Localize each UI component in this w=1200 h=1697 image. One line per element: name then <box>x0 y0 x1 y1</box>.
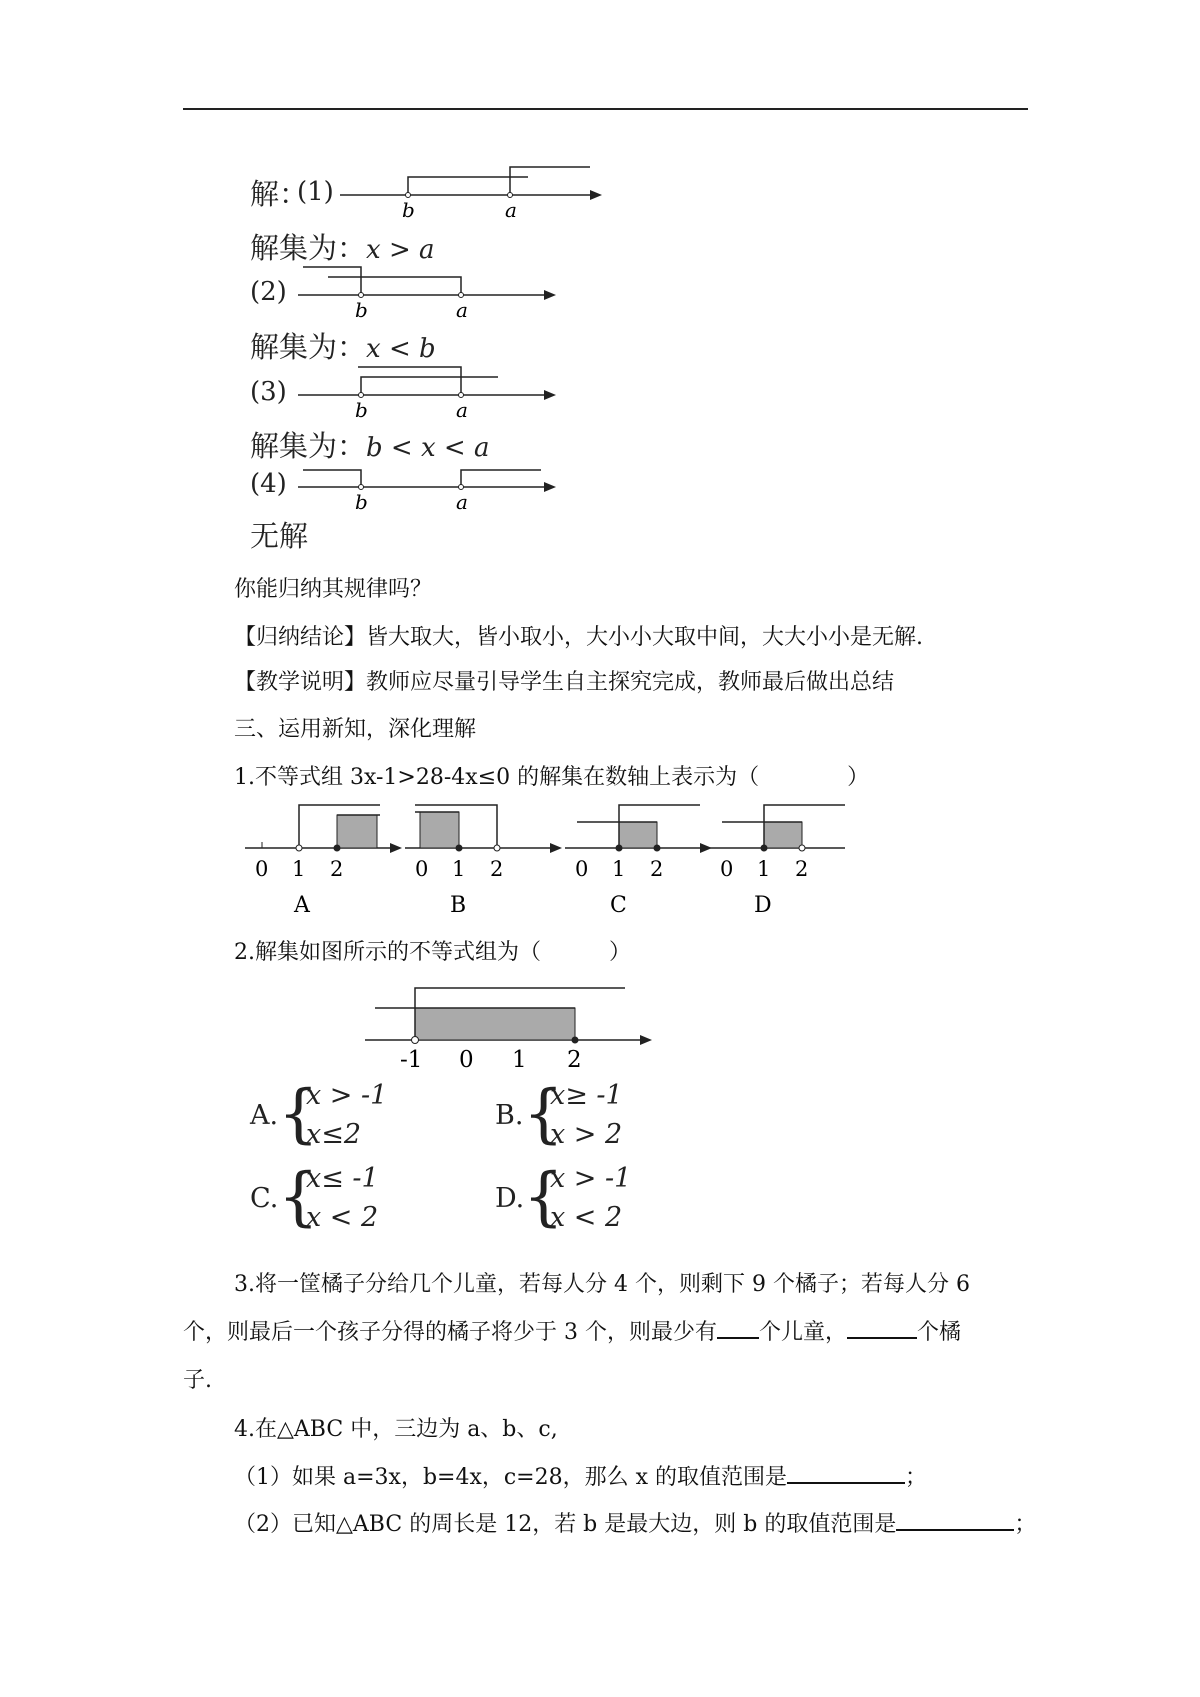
q2-number-line <box>360 980 670 1070</box>
svg-text:1: 1 <box>452 857 466 881</box>
tick-b: b <box>355 298 368 322</box>
q3-line-2b: 个儿童， <box>759 1320 848 1345</box>
brace-icon: { <box>523 1077 564 1151</box>
svg-text:0: 0 <box>459 1047 474 1070</box>
svg-text:0: 0 <box>575 857 589 881</box>
q4-part-1-text: （1）如果 a=3x，b=4x，c=28，那么 x 的取值范围是 <box>234 1465 788 1490</box>
q1-option-a-label: A <box>294 893 310 918</box>
q2-option-b-letter: B. <box>495 1100 524 1131</box>
q3-oranges-blank[interactable] <box>847 1315 917 1339</box>
q4-part-2-end: ； <box>1014 1512 1037 1537</box>
header-rule <box>183 108 1028 110</box>
brace-icon: { <box>523 1160 564 1234</box>
svg-text:2: 2 <box>795 857 809 881</box>
q1-option-d-figure <box>710 805 845 918</box>
q4-part-2-text: （2）已知△ABC 的周长是 12，若 b 是最大边，则 b 的取值范围是 <box>234 1512 897 1537</box>
q4-part-1-end: ； <box>905 1465 928 1490</box>
q1-option-a-figure <box>245 805 402 918</box>
tick-a: a <box>505 198 517 222</box>
tick-b: b <box>355 490 368 514</box>
q3-line-2c: 个橘 <box>917 1320 962 1345</box>
q2-option-d-bottom: x < 2 <box>550 1202 623 1233</box>
q1-stem: 1.不等式组 3x-1>28-4x≤0 的解集在数轴上表示为（ <box>234 765 760 790</box>
result-label: 解集为： <box>250 429 367 463</box>
q4-part-2-blank[interactable] <box>896 1507 1014 1531</box>
q4-part-1-blank[interactable] <box>787 1460 905 1484</box>
number-line-4 <box>298 452 568 517</box>
q1-option-figures <box>245 800 845 920</box>
q2-stem: 2.解集如图所示的不等式组为（ <box>234 940 541 965</box>
q2-close: ） <box>609 940 632 965</box>
q2-option-d-letter: D. <box>495 1183 525 1214</box>
q1-option-c-label: C <box>610 893 627 918</box>
result-value: x > a <box>366 235 435 265</box>
svg-text:0: 0 <box>255 857 269 881</box>
result-value: x < b <box>366 334 436 364</box>
q2-option-c-bottom: x < 2 <box>306 1202 379 1233</box>
item-3-num: (3) <box>250 377 287 407</box>
q1-close: ） <box>847 765 870 790</box>
svg-text:2: 2 <box>490 857 504 881</box>
q4-intro: 4.在△ABC 中，三边为 a、b、c, <box>234 1417 558 1442</box>
q1-option-d-label: D <box>754 893 772 918</box>
q2-option-c-top: x≤ -1 <box>306 1163 379 1194</box>
number-line-2 <box>298 260 568 325</box>
item-1-num: (1) <box>297 177 334 207</box>
q3-children-blank[interactable] <box>717 1315 759 1339</box>
svg-text:-1: -1 <box>400 1047 423 1070</box>
item-4-num: (4) <box>250 469 287 499</box>
tick-b: b <box>355 398 368 422</box>
q2-option-a-bottom: x≤2 <box>306 1119 362 1150</box>
tick-b: b <box>402 198 415 222</box>
tick-a: a <box>456 298 468 322</box>
q3-line-2a: 个，则最后一个孩子分得的橘子将少于 3 个，则最少有 <box>183 1320 717 1345</box>
q3-line-3: 子. <box>183 1368 212 1393</box>
svg-text:2: 2 <box>330 857 344 881</box>
prompt-rule: 你能归纳其规律吗？ <box>234 577 433 602</box>
q3-line-1: 3.将一筐橘子分给几个儿童，若每人分 4 个，则剩下 9 个橘子；若每人分 6 <box>234 1272 970 1297</box>
q3-line-2 <box>183 1315 961 1346</box>
solution-lead: 解： <box>250 177 309 211</box>
section-title: 三、运用新知，深化理解 <box>234 717 477 742</box>
svg-text:0: 0 <box>415 857 429 881</box>
svg-text:2: 2 <box>650 857 664 881</box>
result-4: 无解 <box>250 519 309 553</box>
conclusion: 【归纳结论】皆大取大，皆小取小，大小小大取中间，大大小小是无解. <box>234 625 923 650</box>
q2-option-d-top: x > -1 <box>550 1163 632 1194</box>
svg-text:2: 2 <box>567 1047 582 1070</box>
q1-option-c-figure <box>565 805 712 918</box>
q2-option-a-top: x > -1 <box>306 1080 388 1111</box>
q2-option-b-bottom: x > 2 <box>550 1119 623 1150</box>
item-2-num: (2) <box>250 277 287 307</box>
brace-icon: { <box>278 1077 319 1151</box>
svg-text:0: 0 <box>720 857 734 881</box>
svg-text:1: 1 <box>512 1047 527 1070</box>
q1-option-b-label: B <box>450 893 467 918</box>
q1-text <box>234 760 869 791</box>
svg-text:1: 1 <box>757 857 771 881</box>
q4-part-1 <box>234 1460 927 1491</box>
q2-option-c-letter: C. <box>250 1183 279 1214</box>
result-label: 解集为： <box>250 231 367 265</box>
tick-a: a <box>456 490 468 514</box>
q1-option-b-figure <box>405 805 562 918</box>
svg-text:1: 1 <box>292 857 306 881</box>
result-label: 解集为： <box>250 330 367 364</box>
q2-option-a-letter: A. <box>250 1100 279 1131</box>
svg-text:1: 1 <box>612 857 626 881</box>
result-value: b < x < a <box>366 433 490 463</box>
q2-option-b-top: x≥ -1 <box>550 1080 623 1111</box>
brace-icon: { <box>278 1160 319 1234</box>
q4-part-2 <box>234 1507 1036 1538</box>
number-line-1 <box>340 160 610 225</box>
number-line-3 <box>298 360 568 425</box>
q2-text <box>234 935 631 966</box>
tick-a: a <box>456 398 468 422</box>
teaching-note: 【教学说明】教师应尽量引导学生自主探究完成，教师最后做出总结 <box>234 670 895 695</box>
